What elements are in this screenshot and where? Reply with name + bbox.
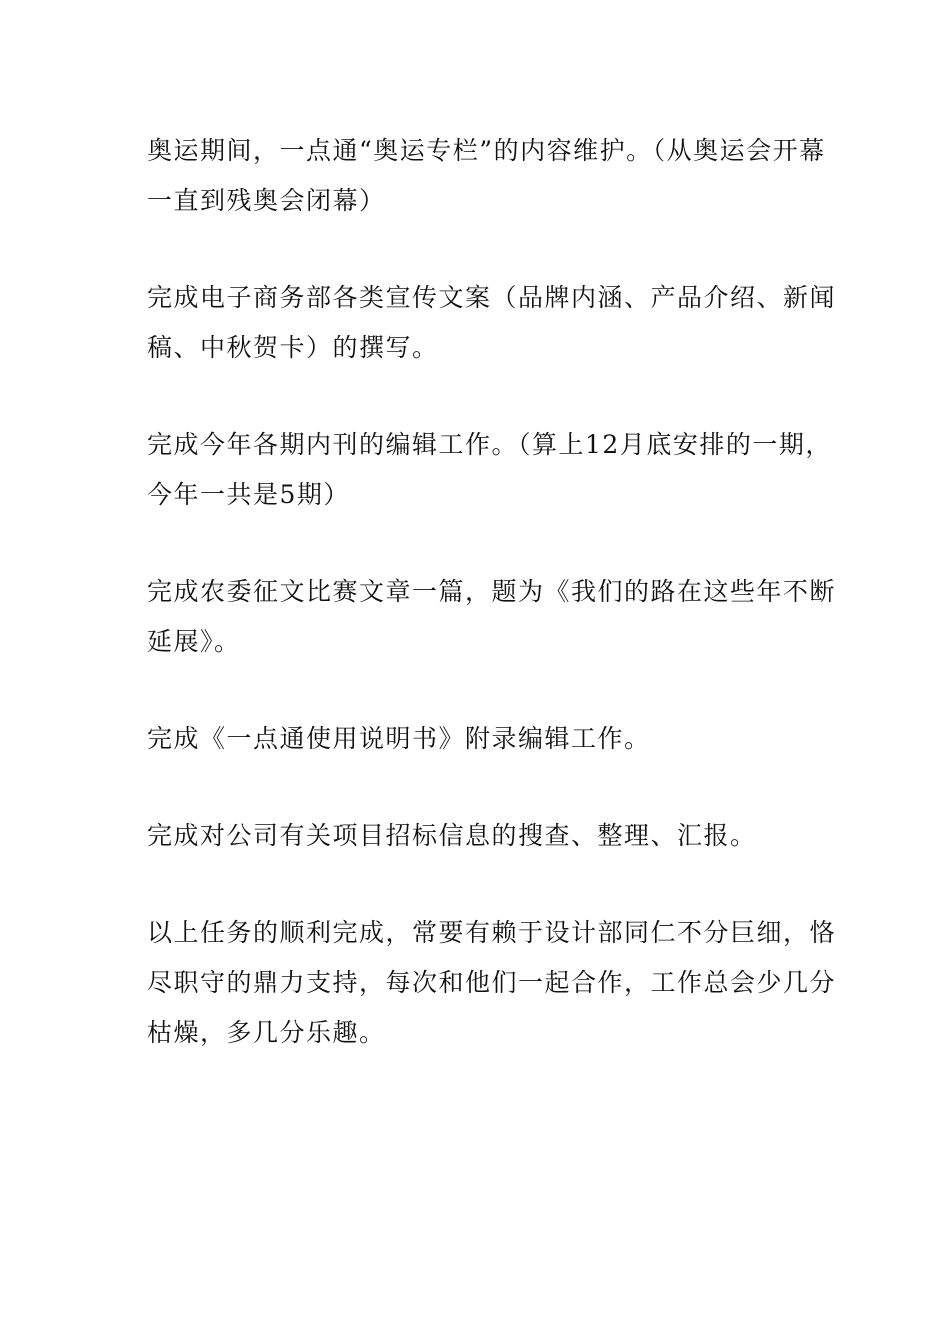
document-body [147,126,837,1105]
paragraph-manual-appendix: 完成《一点通使用说明书》附录编辑工作。 [147,724,651,753]
paragraph-olympics: 奥运期间，一点通“奥运专栏”的内容维护。（从奥运会开幕一直到残奥会闭幕） [147,136,826,215]
paragraph-internal-journal: 完成今年各期内刊的编辑工作。（算上12月底安排的一期，今年一共是5期） [147,430,832,509]
paragraph-copywriting: 完成电子商务部各类宣传文案（品牌内涵、产品介绍、新闻稿、中秋贺卡）的撰写。 [147,283,837,362]
paragraph-bidding-info: 完成对公司有关项目招标信息的搜查、整理、汇报。 [147,821,757,850]
paragraph-essay-contest: 完成农委征文比赛文章一篇，题为《我们的路在这些年不断延展》。 [147,577,837,656]
paragraph-acknowledgement: 以上任务的顺利完成，常要有赖于设计部同仁不分巨细，恪尽职守的鼎力支持，每次和他们一起合作，工作总会少几分枯燥，多几分乐趣。 [147,918,837,1047]
